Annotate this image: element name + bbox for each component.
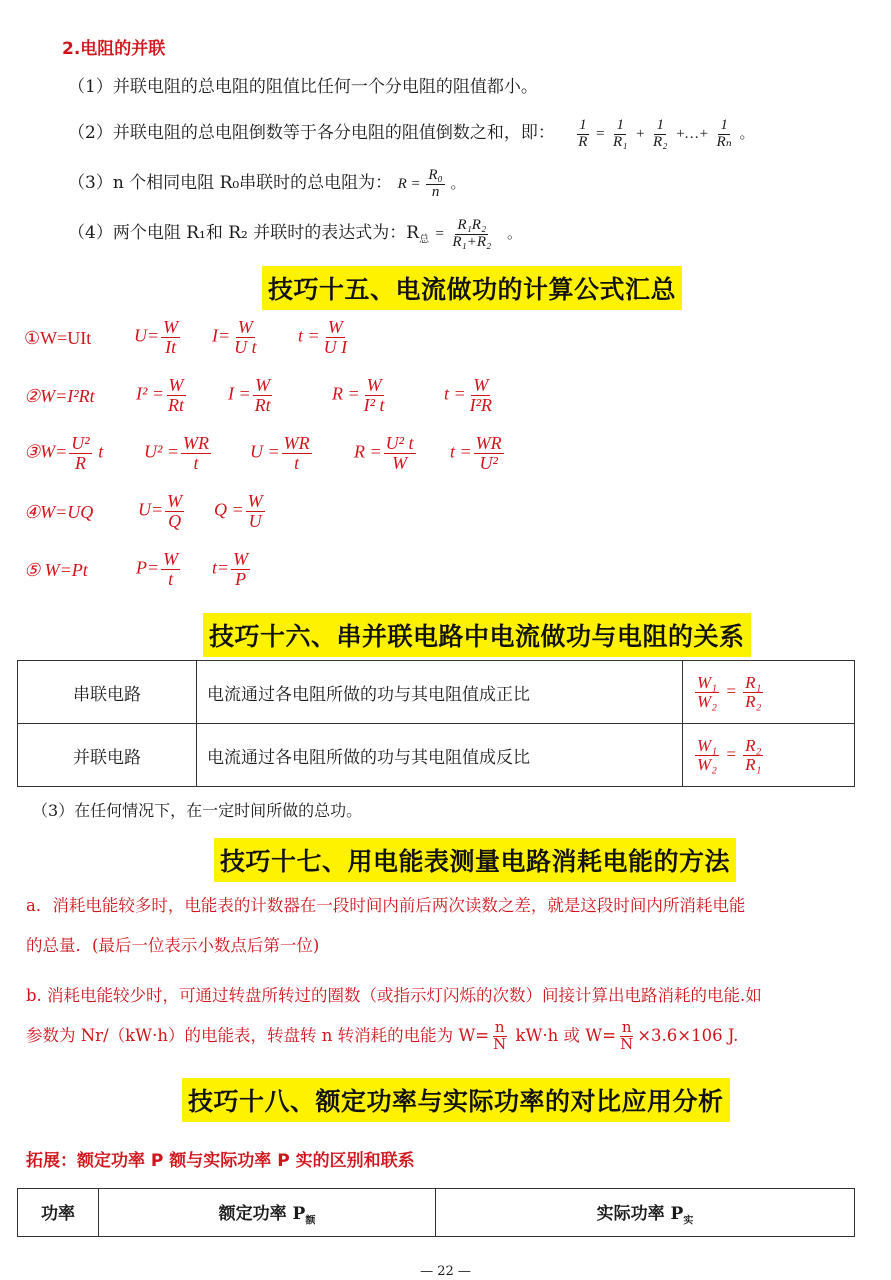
subscript: 额 bbox=[305, 1215, 316, 1227]
numerator: WR bbox=[183, 433, 210, 453]
numerator: W bbox=[255, 375, 271, 395]
header-rated-power bbox=[99, 1189, 436, 1237]
formula-part bbox=[134, 318, 182, 357]
denominator: Rt bbox=[168, 394, 185, 415]
text: ×3.6×106 J. bbox=[637, 1025, 739, 1045]
punctuation: 。 bbox=[506, 226, 522, 242]
numerator: W bbox=[163, 317, 179, 337]
numerator: R₁ bbox=[745, 672, 762, 692]
formula-part bbox=[354, 434, 418, 473]
reciprocal-formula bbox=[574, 117, 755, 151]
denominator: R₁ bbox=[745, 754, 762, 774]
relation-table bbox=[17, 660, 855, 787]
text: 额定功率 P bbox=[218, 1204, 306, 1224]
denominator: W₂ bbox=[697, 691, 718, 711]
numerator: W bbox=[237, 317, 253, 337]
lhs: I= bbox=[212, 325, 231, 346]
formula-part bbox=[212, 318, 261, 357]
lhs: Q = bbox=[214, 499, 244, 520]
section-title: 2.电阻的并联 bbox=[62, 39, 166, 59]
ratio-formula bbox=[683, 724, 855, 787]
header-actual-power bbox=[436, 1189, 855, 1237]
lhs: t= bbox=[212, 557, 230, 578]
ratio-formula bbox=[683, 661, 855, 724]
numerator: W bbox=[233, 549, 249, 569]
paragraph-4 bbox=[68, 218, 522, 251]
denominator: N bbox=[493, 1034, 507, 1053]
heading-tip-17: 技巧十七、用电能表测量电路消耗电能的方法 bbox=[214, 838, 736, 882]
lhs: R = bbox=[354, 441, 382, 462]
fraction bbox=[576, 118, 589, 151]
paragraph-1: （1）并联电阻的总电阻的阻值比任何一个分电阻的阻值都小。 bbox=[68, 77, 538, 97]
denominator: R bbox=[578, 134, 588, 151]
header-power: 功率 bbox=[18, 1189, 99, 1237]
operator: = bbox=[725, 680, 737, 700]
paragraph-4-text: （4）两个电阻 R₁和 R₂ 并联时的表达式为：R bbox=[68, 223, 420, 243]
numerator: W bbox=[168, 375, 184, 395]
fraction bbox=[450, 218, 493, 251]
denominator: W₂ bbox=[697, 754, 718, 774]
denominator: t bbox=[294, 452, 300, 473]
numerator: 1 bbox=[656, 117, 664, 134]
numerator: R₁R₂ bbox=[457, 217, 487, 234]
numerator: W bbox=[473, 375, 489, 395]
text: kW·h 或 W= bbox=[510, 1025, 617, 1045]
series-formula bbox=[397, 167, 466, 201]
circuit-type: 串联电路 bbox=[18, 661, 197, 724]
numerator: 1 bbox=[720, 117, 728, 134]
numerator: n bbox=[494, 1018, 505, 1036]
denominator: N bbox=[620, 1034, 634, 1053]
numerator: WR bbox=[283, 433, 310, 453]
formula-part bbox=[450, 434, 506, 473]
numerator: W bbox=[167, 491, 183, 511]
numerator: W bbox=[163, 549, 179, 569]
lhs: U= bbox=[134, 325, 160, 346]
denominator: Rₙ bbox=[716, 134, 732, 151]
formula-label: ②W=I²Rt bbox=[24, 386, 95, 406]
lhs: U = bbox=[250, 441, 280, 462]
extension-title: 拓展：额定功率 P 额与实际功率 P 实的区别和联系 bbox=[26, 1151, 415, 1171]
denominator: R bbox=[74, 452, 86, 473]
numerator: R₀ bbox=[428, 167, 443, 184]
formula-label: ①W=UIt bbox=[24, 328, 92, 348]
denominator: n bbox=[431, 184, 440, 201]
lhs: U² = bbox=[144, 441, 180, 462]
paragraph-3-text: （3）n 个相同电阻 R₀串联时的总电阻为： bbox=[68, 173, 393, 193]
numerator: 1 bbox=[579, 117, 587, 134]
formula-part bbox=[214, 492, 267, 531]
formula-label bbox=[24, 434, 103, 473]
table-header-row bbox=[18, 1189, 855, 1237]
paragraph-a-line1: a．消耗电能较多时，电能表的计数器在一段时间内前后两次读数之差，就是这段时间内所消耗电能 bbox=[26, 896, 746, 915]
formula-part bbox=[444, 376, 496, 415]
factor: t bbox=[98, 441, 104, 462]
denominator: R₂ bbox=[745, 691, 762, 711]
circuit-type: 并联电路 bbox=[18, 724, 197, 787]
denominator: Q bbox=[168, 510, 182, 531]
lhs: I² = bbox=[136, 383, 165, 404]
lhs: t = bbox=[444, 383, 466, 404]
table-row bbox=[18, 661, 855, 724]
heading-tip-15: 技巧十五、电流做功的计算公式汇总 bbox=[262, 266, 682, 310]
relation-description: 电流通过各电阻所做的功与其电阻值成正比 bbox=[197, 661, 683, 724]
formula-part bbox=[298, 318, 351, 357]
denominator: U t bbox=[234, 336, 257, 357]
denominator: Rt bbox=[254, 394, 271, 415]
subscript: 实 bbox=[683, 1215, 694, 1227]
formula-part bbox=[212, 550, 252, 589]
lhs: R = bbox=[397, 176, 421, 192]
operator: = bbox=[434, 226, 445, 242]
denominator: It bbox=[165, 336, 177, 357]
denominator: R₁ bbox=[613, 134, 628, 151]
lhs: ③W= bbox=[24, 441, 68, 462]
operator: +…+ bbox=[675, 126, 709, 142]
formula-label: ④W=UQ bbox=[24, 502, 94, 522]
denominator: U² bbox=[479, 452, 498, 473]
parallel-formula bbox=[434, 217, 522, 251]
formula-part bbox=[136, 376, 188, 415]
lhs: t = bbox=[298, 325, 320, 346]
numerator: W₁ bbox=[697, 672, 718, 692]
paragraph-2-text: （2）并联电阻的总电阻倒数等于各分电阻的阻值倒数之和，即： bbox=[68, 123, 555, 143]
punctuation: 。 bbox=[739, 126, 755, 142]
numerator: n bbox=[621, 1018, 632, 1036]
power-table bbox=[17, 1188, 855, 1237]
lhs: P= bbox=[136, 557, 160, 578]
numerator: W bbox=[247, 491, 263, 511]
denominator: W bbox=[392, 452, 408, 473]
lhs: R = bbox=[332, 383, 360, 404]
numerator: U² t bbox=[385, 433, 414, 453]
paragraph-2 bbox=[68, 118, 755, 151]
denominator: P bbox=[235, 568, 247, 589]
denominator: I²R bbox=[469, 394, 493, 415]
relation-description: 电流通过各电阻所做的功与其电阻值成反比 bbox=[197, 724, 683, 787]
page-number: — 22 — bbox=[420, 1264, 471, 1279]
denominator: t bbox=[168, 568, 174, 589]
text: 参数为 Nr/（kW·h）的电能表，转盘转 n 转消耗的电能为 W= bbox=[26, 1025, 490, 1045]
punctuation: 。 bbox=[450, 176, 466, 192]
numerator: W bbox=[366, 375, 382, 395]
numerator: W bbox=[327, 317, 343, 337]
formula-part bbox=[250, 434, 314, 473]
denominator: R₁+R₂ bbox=[452, 234, 492, 251]
numerator: WR bbox=[475, 433, 502, 453]
fraction bbox=[426, 168, 444, 201]
fraction bbox=[715, 118, 734, 151]
formula-part bbox=[332, 376, 389, 415]
formula-label: ⑤ W=Pt bbox=[24, 560, 88, 580]
operator: + bbox=[635, 126, 646, 142]
numerator: W₁ bbox=[697, 735, 718, 755]
denominator: t bbox=[193, 452, 199, 473]
formula-part bbox=[144, 434, 213, 473]
lhs: I = bbox=[228, 383, 251, 404]
table-row bbox=[18, 724, 855, 787]
formula-part bbox=[136, 550, 182, 589]
formula-part bbox=[228, 376, 275, 415]
numerator: U² bbox=[71, 433, 90, 453]
lhs: U= bbox=[138, 499, 164, 520]
fraction bbox=[611, 118, 629, 151]
paragraph-b-line2 bbox=[26, 1020, 738, 1053]
subscript: 总 bbox=[419, 234, 430, 246]
operator: = bbox=[595, 126, 606, 142]
formula-part bbox=[138, 492, 186, 531]
lhs: t = bbox=[450, 441, 472, 462]
operator: = bbox=[725, 743, 737, 763]
denominator: I² t bbox=[363, 394, 385, 415]
denominator: U bbox=[248, 510, 262, 531]
numerator: R₂ bbox=[745, 735, 762, 755]
denominator: R₂ bbox=[653, 134, 668, 151]
text: 实际功率 P bbox=[596, 1204, 684, 1224]
paragraph-3 bbox=[68, 168, 466, 201]
denominator: U I bbox=[323, 336, 348, 357]
numerator: 1 bbox=[616, 117, 624, 134]
paragraph-a-line2: 的总量．(最后一位表示小数点后第一位) bbox=[26, 936, 320, 955]
heading-tip-16: 技巧十六、串并联电路中电流做功与电阻的关系 bbox=[203, 613, 751, 657]
note-3: （3）在任何情况下，在一定时间所做的总功。 bbox=[32, 801, 363, 820]
fraction bbox=[651, 118, 669, 151]
heading-tip-18: 技巧十八、额定功率与实际功率的对比应用分析 bbox=[182, 1078, 730, 1122]
paragraph-b-line1: b. 消耗电能较少时，可通过转盘所转过的圈数（或指示灯闪烁的次数）间接计算出电路消耗的电能.如 bbox=[26, 986, 762, 1005]
